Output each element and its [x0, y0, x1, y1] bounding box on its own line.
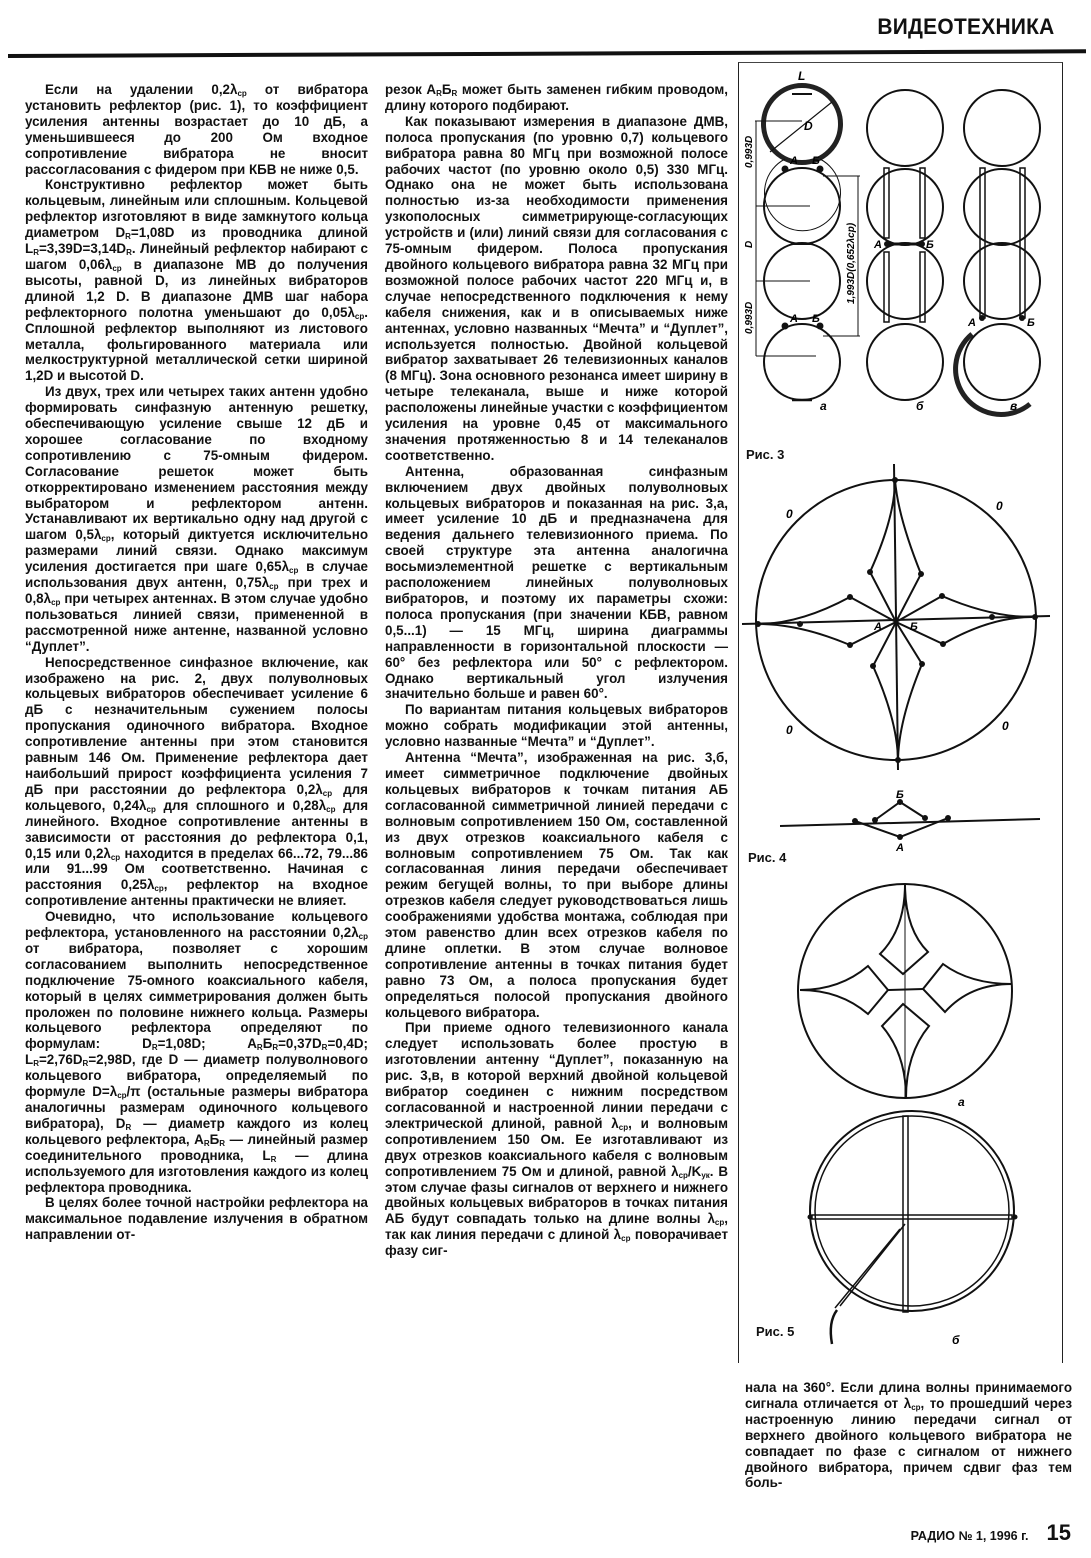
fig3-label-B3: Б — [926, 239, 934, 251]
fig4-label-B2: Б — [896, 789, 904, 801]
fig3-label-B2: Б — [812, 313, 820, 325]
fig3-label-A4: А — [968, 317, 976, 329]
fig3-dim-right: 1,993D(0,652λср) — [846, 222, 857, 304]
fig3-label-A: А — [790, 155, 798, 167]
paragraph: резок $A_RБ_R$ может быть заменен гибким проводом, длину которого подбирают. — [385, 82, 728, 113]
fig5-sub-b: б — [952, 1333, 960, 1347]
fig3-label-B: Б — [812, 155, 820, 167]
fig4-label-A2: А — [896, 842, 904, 852]
figure-3-caption: Рис. 3 — [746, 447, 785, 462]
section-title: ВИДЕОТЕХНИКА — [877, 14, 1055, 39]
page-footer — [911, 1520, 1071, 1546]
fig3-dim-bot: 0,993D — [744, 301, 755, 334]
fig3-label-L: L — [798, 69, 806, 83]
paragraph: Антенна, образованная синфазным включением двух двойных полуволновых кольцевых вибраторов и показанная на рис. 3,а, имеет усиление 10 дБ и предназначена для ведения дальнего телевизионного приема. По своей структуре эта антенна аналогична восьмиэлементной решетке с вертикальным расположением линейных полуволновых вибраторов, и поэтому их параметры схожи: полоса пропускания (при значении КБВ, равном 0,5...1) — 15 МГц, ширина диаграммы направленности в горизонтальной плоскости — 60° без рефлектора или 50° с рефлектором. Однако вертикальный угол излучения значительно больше и равен 60°. — [385, 463, 728, 702]
fig3-sub-a: а — [820, 399, 827, 413]
paragraph: По вариантам питания кольцевых вибраторов можно собрать модификации этой антенны, условно названные “Мечта” и “Дуплет”. — [385, 702, 728, 750]
paragraph: Непосредственное синфазное включение, как изображено на рис. 2, двух полуволновых кольцевых вибраторов обеспечивает усиление 6 дБ с незначительным сужением полосы пропускания одиночного вибратора. Входное сопротивление антенны при этом становится равным 146 Ом. Применение рефлектора дает наибольший прирост коэффициента усиления 7 дБ при расстоянии до рефлектора $0,2\lambda_{ср}$ для кольцевого, $0,24\lambda_{ср}$ для сплошного и $0,28\lambda_{ср}$ для линейного. Входное сопротивление антенны в зависимости от расстояния до рефлектора 0,1, 0,15 или $0,2\lambda_{ср}$ находится в пределах 66...72, 79...86 или 91...99 Ом соответственно. Начиная с расстояния $0,25\lambda_{ср}$, рефлектор на входное сопротивление антенны практически не влияет. — [25, 654, 369, 909]
fig3-label-A2: А — [790, 313, 798, 325]
text-column-1 — [25, 82, 368, 1243]
paragraph: Очевидно, что использование кольцевого рефлектора, установленного на расстоянии $0,2\lambda_{ср}$ от вибратора, позволяет с хорошим согласованием выполнить непосредственное подключение 75-омного коаксиального кабеля, который в целях симметрирования должен быть проложен по половине нижнего кольца. Размеры кольцевого рефлектора определяют по формулам: $D_R=1,08D$; $A_RБ_R=0,37D_R=0,4D$; $L_R=2,76D_R=2,98D$, где D — диаметр полуволнового кольцевого вибратора, определяемый по формуле $D=\lambda_{ср}/\pi$ (остальные размеры вибратора аналогичны размерам одиночного кольцевого вибратора), $D_R$ — диаметр каждого из колец кольцевого рефлектора, $A_RБ_R$ — линейный размер соединительного проводника, $L_R$ — длина используемого для изготовления каждого из колец рефлектора проводника. — [25, 909, 369, 1195]
fig4-zero-tl: 0 — [786, 507, 793, 521]
header-rule — [8, 49, 1086, 58]
paragraph: Из двух, трех или четырех таких антенн удобно формировать синфазную антенную решетку, обеспечивающую усиление свыше 12 дБ и хорошее согласование по входному сопротивлению с 75-омным фидером. Согласование решеток может быть откорректировано изменением расстояния между выбратором и рефлектором антенн. Устанавливают их вертикально одну над другой с шагом $0,5\lambda_{ср}$, который диктуется исключительно размерами линий связи. Однако максимум усиления достигается при шаге $0,65\lambda_{ср}$ в случае использования двух антенн, $0,75\lambda_{ср}$ при трех и $0,8\lambda_{ср}$ при четырех антеннах. В этом случае удобно пользоваться линией связи, примененной в рассмотренной ниже антенне, названной условно “Дуплет”. — [25, 384, 368, 654]
fig3-label-A3: А — [874, 239, 882, 251]
paragraph: Если на удалении $0,2\lambda_{ср}$ от вибратора установить рефлектор (рис. 1), то коэффициент усиления антенны возрастает до 10 дБ, а уменьшившееся до 200 Ом входное сопротивление вибратора не вносит рассогласования с фидером при КБВ не ниже 0,5. — [25, 82, 369, 177]
fig4-zero-bl: 0 — [786, 723, 793, 737]
fig5-sub-a: а — [958, 1095, 965, 1109]
fig3-label-D: D — [804, 119, 813, 133]
paragraph: Конструктивно рефлектор может быть кольцевым, линейным или сплошным. Кольцевой рефлектор изготовляют в виде замкнутого кольца диаметром $D_R=1,08D$ из проводника длиной $L_R=3,39D=3,14D_R$. Линейный рефлектор набирают с шагом $0,06\lambda_{ср}$ в диапазоне МВ до получения высоты, равной D, из линейных вибраторов длиной 1,2 D. В диапазоне ДМВ шаг набора рефлекторного полотна уменьшают до $0,05\lambda_{ср}$. Сплошной рефлектор выполняют из листового металла, фольгированного материала или мелкоструктурной металлической сетки шириной 1,2D и высотой D. — [25, 177, 368, 384]
paragraph: При приеме одного телевизионного канала следует использовать более простую в изготовлении антенну “Дуплет”, показанную на рис. 3,в, в которой верхний двойной кольцевой вибратор соединен с нижним посредством согласованной и настроенной линии передачи с электрической длиной, равной $\lambda_{ср}$, и волновым сопротивлением 150 Ом. Ее изготавливают из двух отрезков коаксиального кабеля с волновым сопротивлением 75 Ом и длиной, равной $\lambda_{ср}/K_{ук}$. В этом случае фазы сигналов от верхнего и нижнего двойных кольцевых вибраторов в точках питания АБ будут совпадать только на длине волны $\lambda_{ср}$, так как линия передачи с длиной $\lambda_{ср}$ поворачивает фазу сиг- — [385, 1020, 728, 1259]
text-column-3 — [745, 1380, 1072, 1491]
paragraph: В целях более точной настройки рефлектора на максимальное подавление излучения в обратном направлении от- — [25, 1195, 368, 1243]
fig4-zero-tr: 0 — [996, 499, 1003, 513]
fig3-dim-mid: D — [744, 240, 755, 248]
fig3-label-B4: Б — [1027, 317, 1035, 329]
figure-5-caption: Рис. 5 — [756, 1324, 795, 1339]
figure-5 — [740, 874, 1060, 1354]
figure-4-caption: Рис. 4 — [748, 850, 787, 865]
fig4-label-B: Б — [910, 621, 918, 633]
fig4-zero-br: 0 — [1002, 719, 1009, 733]
figure-4 — [740, 462, 1060, 852]
magazine-issue: РАДИО № 1, 1996 г. — [910, 1529, 1029, 1543]
figure-3 — [740, 64, 1060, 444]
paragraph: Антенна “Мечта”, изображенная на рис. 3,б, имеет симметричное подключение двойных кольцевых вибраторов к точкам питания АБ согласованной симметричной линией передачи с волновым сопротивлением 150 Ом, составленной из двух отрезков коаксиального кабеля с волновым сопротивлением 75 Ом. Так как согласованная линия передачи обеспечивает режим бегущей волны, то при выборе длины отрезков кабеля следует руководствоваться лишь соображениями удобства монтажа, соблюдая при этом равенство длин всех отрезков кабеля по длине оплетки. В этом случае волновое сопротивление антенны в точках питания будет равно 73 Ом, а полоса пропускания будет определяться полосой пропускания двойного кольцевого вибратора. — [385, 750, 728, 1020]
page-number: 15 — [1046, 1520, 1071, 1545]
fig4-label-A: А — [874, 621, 882, 633]
fig3-dim-top: 0,993D — [744, 135, 755, 168]
paragraph: нала на 360°. Если длина волны принимаемого сигнала отличается от $\lambda_{ср}$, то прошедший через настроенную линию передачи сигнал от верхнего двойного кольцевого вибратора не совпадает по фазе с сигналом от нижнего двойного вибратора, причем сдвиг фаз тем боль- — [745, 1380, 1072, 1491]
paragraph: Как показывают измерения в диапазоне ДМВ, полоса пропускания (по уровню 0,7) кольцевого вибратора равна 80 МГц при возможной полосе рабочих частот (по уровню около 0,5) 330 МГц. Однако она не может быть использована полностью из-за необходимости применения узкополосных симметрирующе-согласующих устройств и (или) линий связи для согласования с 75-омным фидером. Полоса пропускания двойного кольцевого вибратора равна 32 МГц при возможной полосе рабочих частот 220 МГц и, в случае непосредственного подключения к нему кабеля снижения, как и в описываемых ниже антеннах, условно названных “Мечта” и “Дуплет”, используется полностью. Двойной кольцевой вибратор захватывает 26 телевизионных каналов (8 МГц). Зона основного резонанса имеет ширину в четыре телеканала, выше и ниже которой расположены линейные участки с коэффициентом усиления на уровне 0,45 от максимального значения протяженностью 8 и 14 телеканалов соответственно. — [385, 113, 728, 463]
fig3-sub-b: б — [916, 399, 924, 413]
fig3a-antenna — [755, 86, 860, 400]
fig3v-antenna — [956, 90, 1040, 414]
text-column-2 — [385, 82, 728, 1259]
fig3-sub-v: в — [1010, 399, 1018, 413]
